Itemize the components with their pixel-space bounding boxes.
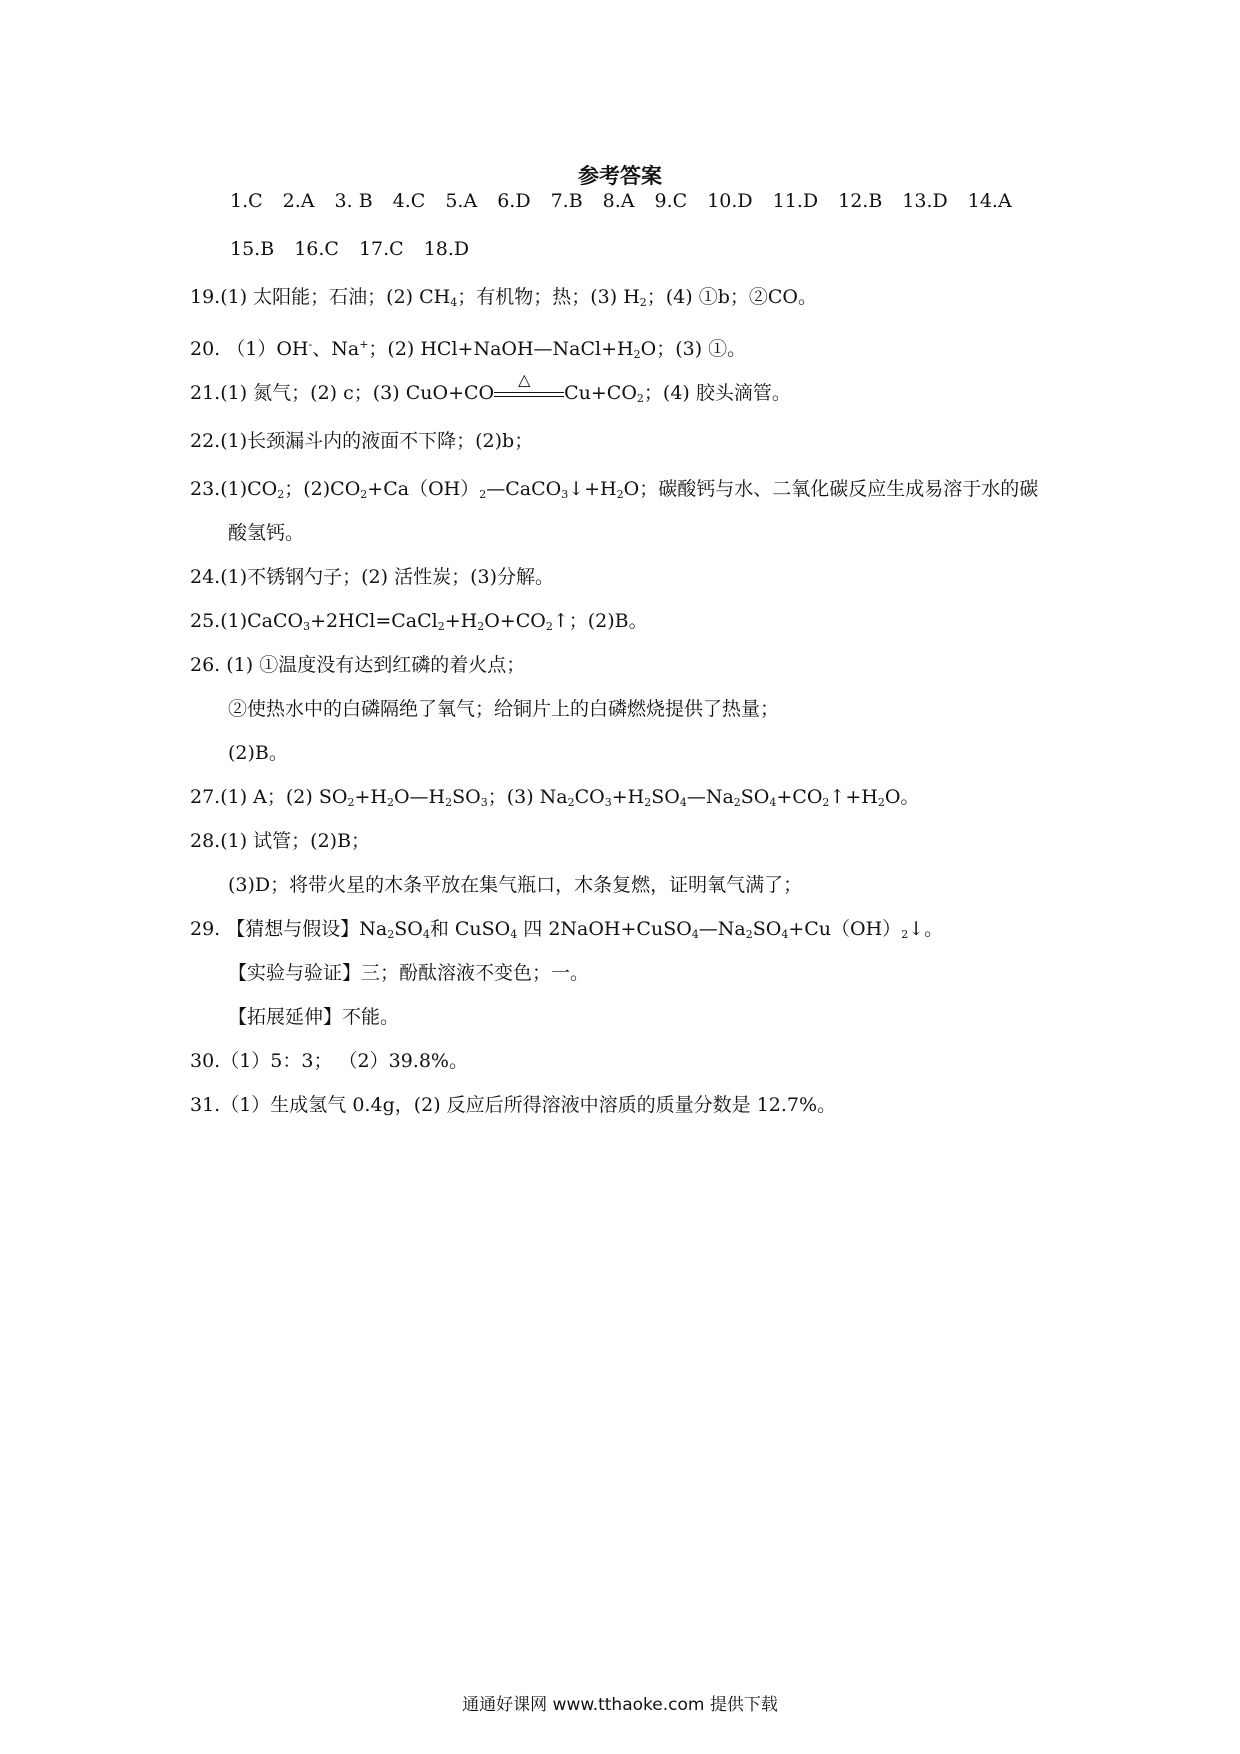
answer-text: 四 2NaOH+CuSO [517,918,692,940]
answer-29 [190,916,943,942]
subscript: 3 [303,620,311,633]
answer-26-line-2: ②使热水中的白磷隔绝了氧气；给铜片上的白磷燃烧提供了热量； [228,698,780,720]
answer-text: (1)不锈钢勺子；(2) 活性炭；(3)分解。 [220,566,554,588]
mc-answer: 11.D [772,190,819,212]
answer-text: +H [444,610,478,632]
question-number: 29. [190,918,221,940]
question-number: 31. [190,1094,221,1116]
subscript: 2 [545,620,553,633]
answer-text: 、Na [312,338,360,360]
question-number: 22. [190,430,221,452]
subscript: 2 [633,348,641,361]
subscript: 2 [360,488,368,501]
answer-text: SO [394,918,423,940]
mc-answer: 12.B [838,190,883,212]
answer-text: +Ca（OH） [367,478,480,500]
answer-text: ↓+H [568,478,617,500]
subscript: 2 [639,296,647,309]
subscript: 2 [477,620,485,633]
answer-text: 和 CuSO [429,918,511,940]
mc-answer: 4.C [392,190,426,212]
answer-text: ↑+H [829,786,878,808]
answer-31 [190,1092,836,1118]
mc-answer: 13.D [902,190,948,212]
answer-26-line-3: (2)B。 [228,742,288,764]
question-number: 25. [190,610,221,632]
page-footer: 通通好课网 www.tthaoke.com 提供下载 [462,1695,778,1715]
answer-text: SO [740,786,770,808]
mc-answer: 7.B [550,190,583,212]
answer-28 [190,828,370,854]
answer-text: (1) 太阳能；石油；(2) CH [220,286,451,308]
page-title: 参考答案 [578,164,662,188]
answer-text: SO [651,786,680,808]
mc-answer: 14.A [967,190,1012,212]
subscript: 2 [636,392,644,405]
subscript: 2 [347,796,355,809]
answer-text: ；(3) Na [487,786,568,808]
answer-text: ；(4) ①b；②CO。 [646,286,817,308]
heating-condition-sign [494,370,564,407]
answer-text: (1)CO [220,478,278,500]
answer-text: (1) A；(2) SO [220,786,348,808]
triangle-icon: △ [518,370,531,389]
subscript: 3 [604,796,612,809]
subscript: 4 [691,928,699,941]
question-number: 30. [190,1050,221,1072]
mc-answer: 18.D [423,238,470,260]
answer-text: (1)长颈漏斗内的液面不下降；(2)b； [220,430,534,452]
answer-text: ；有机物；热；(3) H [457,286,640,308]
subscript: 3 [561,488,569,501]
answer-text: （1）5：3； （2）39.8%。 [220,1050,468,1072]
mc-answer: 5.A [445,190,478,212]
answer-text: CO [574,786,605,808]
answer-text: ；(2)CO [284,478,361,500]
answer-24 [190,564,554,590]
answer-19 [190,284,817,310]
answer-text: ；(2) HCl+NaOH—NaCl+H [368,338,634,360]
subscript: 4 [450,296,458,309]
question-number: 24. [190,566,221,588]
question-number: 27. [190,786,221,808]
answer-text: +Cu（OH） [788,918,902,940]
mc-answer: 3. B [334,190,373,212]
subscript: 2 [387,928,395,941]
answer-text: （1）生成氢气 0.4g，(2) 反应后所得溶液中溶质的质量分数是 12.7%。 [220,1094,837,1116]
subscript: 2 [644,796,652,809]
question-number: 28. [190,830,221,852]
answer-22 [190,428,533,454]
subscript: 2 [567,796,575,809]
answer-text: +2HCl=CaCl [310,610,438,632]
subscript: 2 [445,796,453,809]
answer-30 [190,1048,468,1074]
answer-27 [190,784,919,810]
mc-answers-row-1 [230,188,1032,214]
mc-answers-row-2 [230,236,489,262]
answer-21 [190,370,791,406]
question-number: 19. [190,286,221,308]
answer-text: ↓。 [908,918,944,940]
subscript: 4 [422,928,430,941]
answer-text: —CaCO [486,478,562,500]
answer-text: O。 [884,786,920,808]
answer-25 [190,608,648,634]
mc-answer: 9.C [654,190,688,212]
subscript: 4 [679,796,687,809]
subscript: 2 [479,488,487,501]
answer-text: (1)CaCO [220,610,304,632]
mc-answer: 17.C [358,238,404,260]
answer-text: +H [354,786,387,808]
answer-text: (1) 氮气；(2) c；(3) CuO+CO [220,382,495,404]
answer-text: O；(3) ①。 [640,338,747,360]
answer-text: —Na [686,786,734,808]
answer-text: O；碳酸钙与水、二氧化碳反应生成易溶于水的碳 [623,478,1039,500]
mc-answer: 2.A [282,190,315,212]
answer-29-line-2: 【实验与验证】三；酚酞溶液不变色；一。 [228,962,590,984]
subscript: 2 [386,796,394,809]
answer-text: ↑；(2)B。 [552,610,648,632]
question-number: 21. [190,382,221,404]
question-number: 26. [190,654,221,676]
answer-23 [190,476,1038,502]
mc-answer: 6.D [497,190,531,212]
answer-text: SO [452,786,481,808]
subscript: 2 [616,488,624,501]
subscript: 2 [437,620,445,633]
mc-answer: 16.C [294,238,339,260]
answer-26 [190,652,525,678]
answer-text: （1）OH [226,338,309,360]
subscript: 3 [480,796,488,809]
mc-answer: 1.C [230,190,263,212]
answer-20 [190,332,747,361]
answer-text: O—H [393,786,446,808]
subscript: 2 [745,928,753,941]
subscript: 2 [877,796,885,809]
answer-text: O+CO [484,610,546,632]
answer-text: +CO [776,786,823,808]
subscript: 4 [781,928,789,941]
answer-text: +H [611,786,645,808]
mc-answer: 8.A [602,190,635,212]
answer-23-line-2: 酸氢钙。 [228,522,305,544]
answer-text: —Na [698,918,746,940]
subscript: 2 [822,796,830,809]
mc-answer: 10.D [707,190,753,212]
question-number: 20. [190,338,221,360]
subscript: 2 [733,796,741,809]
superscript: + [359,338,369,351]
answer-text: Cu+CO [564,382,637,404]
answer-text: ；(4) 胶头滴管。 [643,382,791,404]
answer-text: SO [752,918,782,940]
subscript: 4 [769,796,777,809]
answer-text: 【猜想与假设】Na [226,918,388,940]
answer-text: (1) 试管；(2)B； [220,830,371,852]
answer-29-line-3: 【拓展延伸】不能。 [228,1006,400,1028]
answer-28-line-2: (3)D；将带火星的木条平放在集气瓶口，木条复燃，证明氧气满了； [228,874,803,896]
question-number: 23. [190,478,221,500]
answer-text: (1) ①温度没有达到红磷的着火点； [226,654,526,676]
mc-answer: 15.B [230,238,275,260]
superscript: - [308,338,313,351]
subscript: 2 [277,488,285,501]
subscript: 2 [901,928,909,941]
subscript: 4 [510,928,518,941]
